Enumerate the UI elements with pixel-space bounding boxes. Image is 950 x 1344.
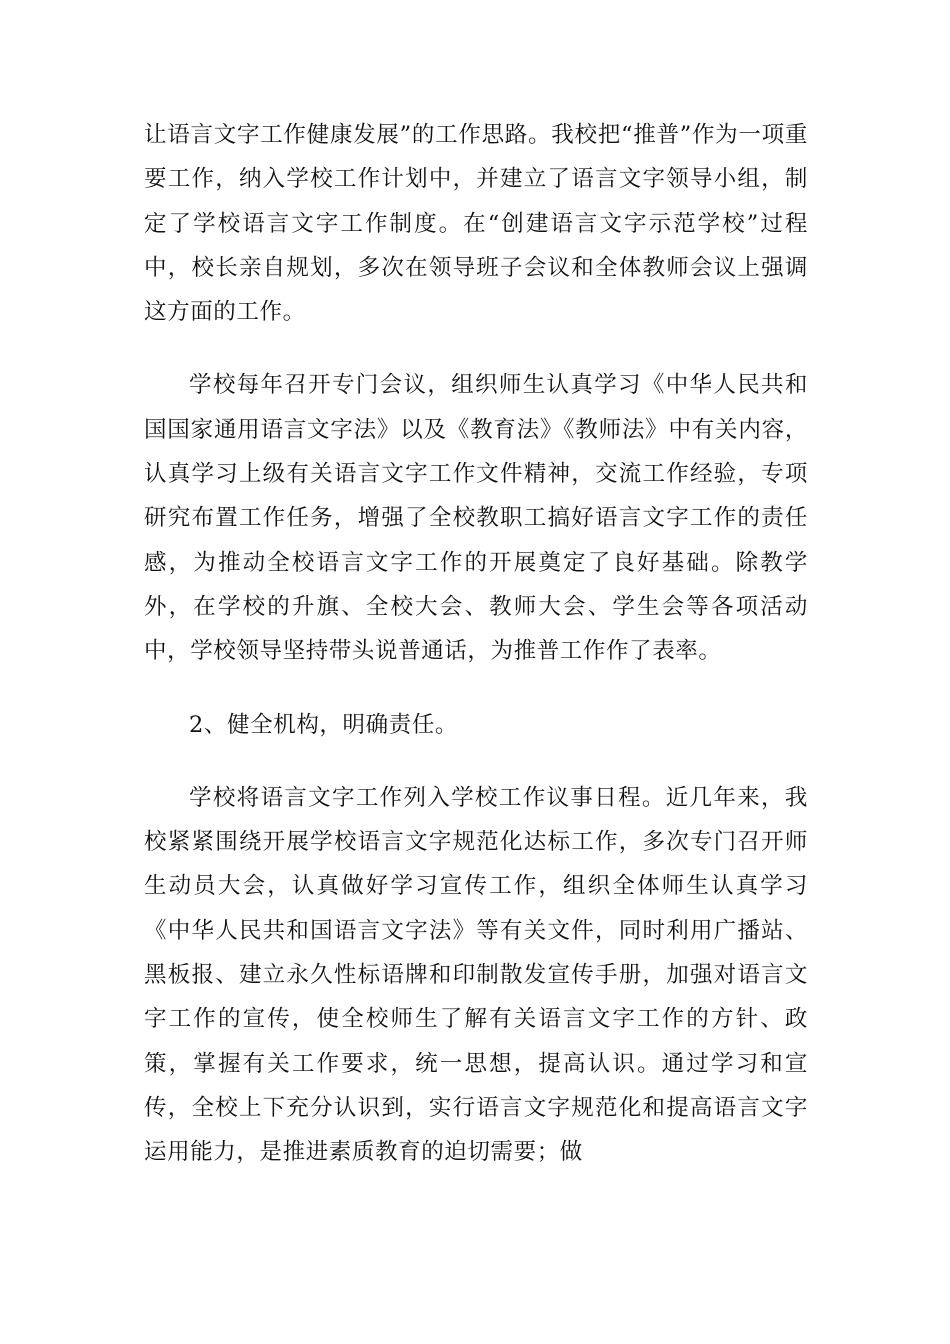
document-page [144,113,808,1204]
paragraph-annual-meetings: 学校每年召开专门会议，组织师生认真学习《中华人民共和国国家通用语言文字法》以及《教育法》《教师法》中有关内容，认真学习上级有关语言文字工作文件精神，交流工作经验，专项研究布置工作任务，增强了全校教职工搞好语言文字工作的责任感，为推动全校语言文字工作的开展奠定了良好基础。除教学外，在学校的升旗、全校大会、教师大会、学生会等各项活动中，学校领导坚持带头说普通话，为推普工作作了表率。 [144,372,808,665]
paragraph-work-agenda: 学校将语言文字工作列入学校工作议事日程。近几年来，我校紧紧围绕开展学校语言文字规范化达标工作，多次专门召开师生动员大会，认真做好学习宣传工作，组织全体师生认真学习《中华人民共和国语言文字法》等有关文件，同时利用广播站、黑板报、建立永久性标语牌和印制散发宣传手册，加强对语言文字工作的宣传，使全校师生了解有关语言文字工作的方针、政策，掌握有关工作要求，统一思想，提高认识。通过学习和宣传，全校上下充分认识到，实行语言文字规范化和提高语言文字运用能力，是推进素质教育的迫切需要；做 [144,784,808,1166]
paragraph-work-approach: 让语言文字工作健康发展”的工作思路。我校把“推普”作为一项重要工作，纳入学校工作计划中，并建立了语言文字领导小组，制定了学校语言文字工作制度。在“创建语言文字示范学校”过程中，校长亲自规划，多次在领导班子会议和全体教师会议上强调这方面的工作。 [144,122,808,326]
section-heading-organization: 2、健全机构，明确责任。 [189,711,459,738]
